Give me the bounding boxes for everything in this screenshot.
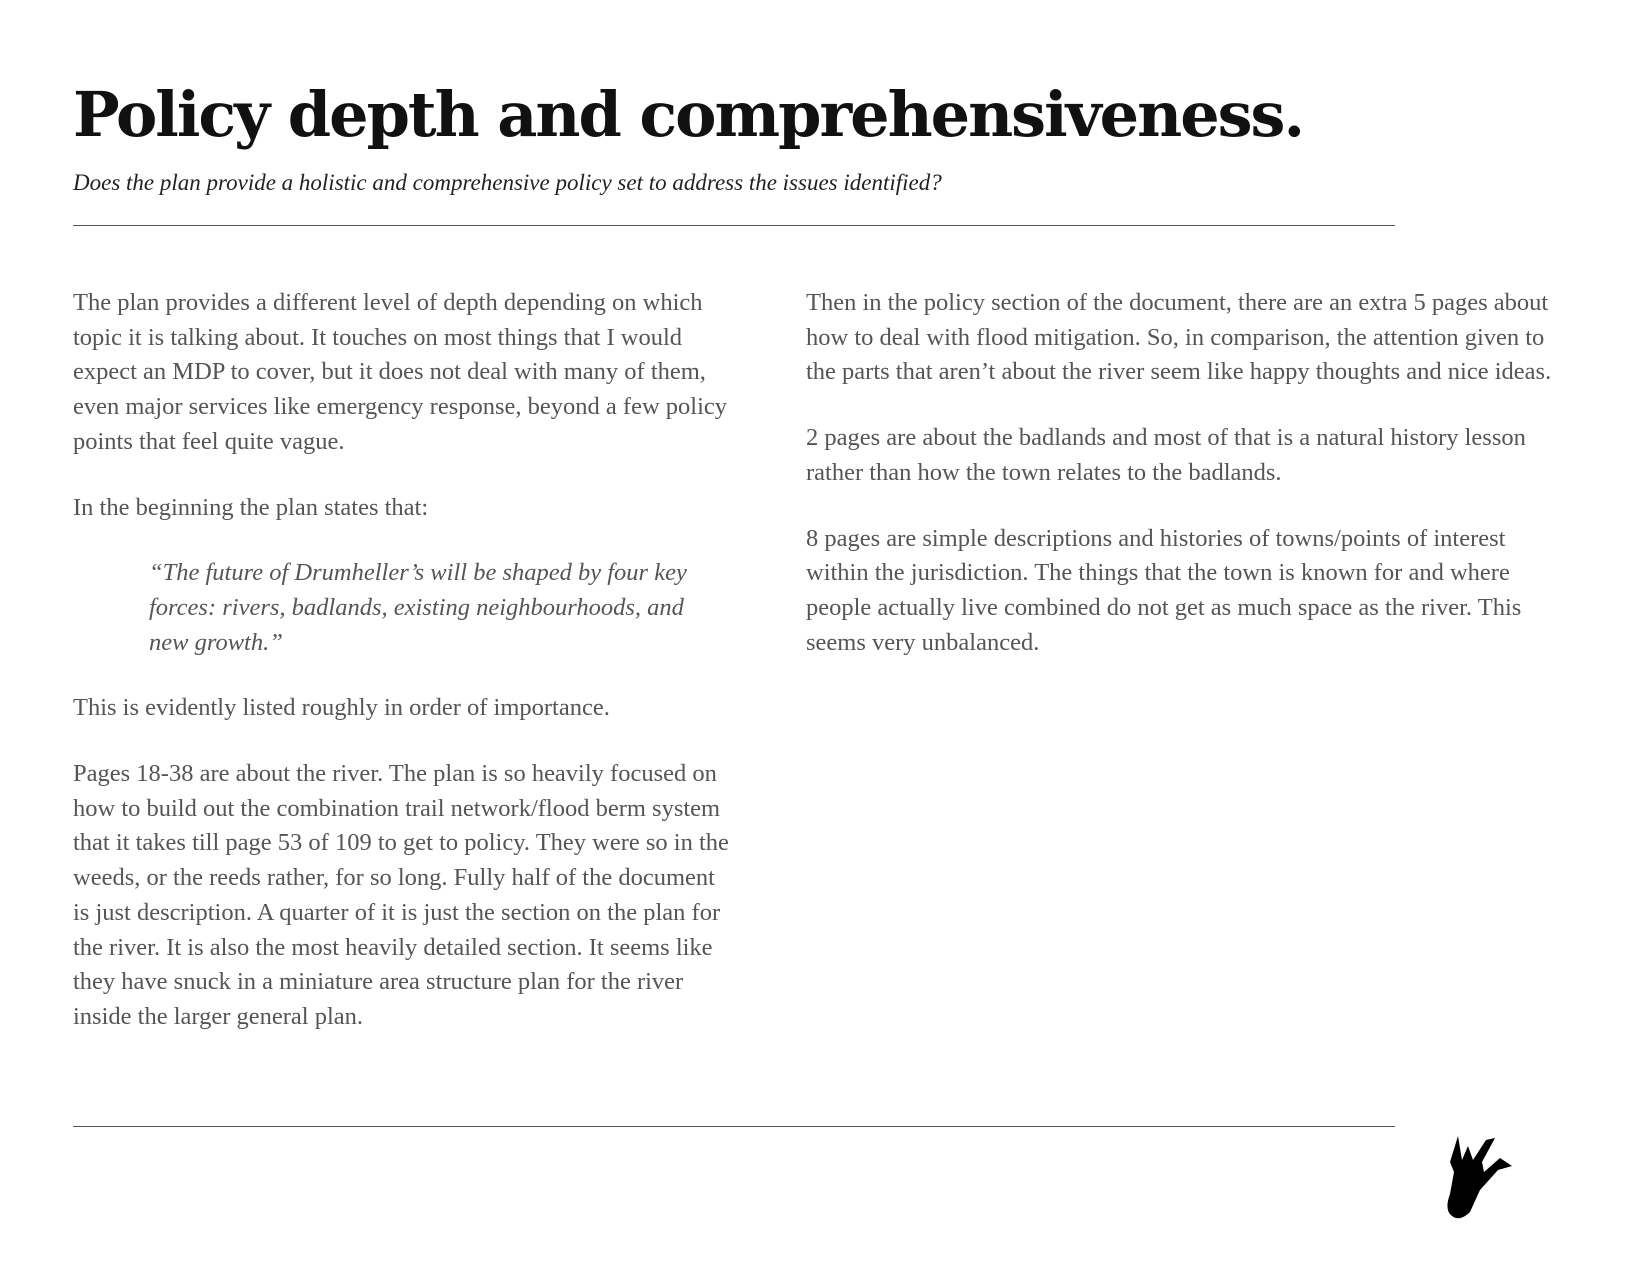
page-title: Policy depth and comprehensiveness. [73, 78, 1304, 151]
left-paragraph-3: This is evidently listed roughly in order of importance. [73, 694, 610, 722]
pull-quote: “The future of Drumheller’s will be shaped by four key forces: rivers, badlands, existing neighbourhoods, and new growth.” [149, 559, 687, 656]
page-subtitle: Does the plan provide a holistic and comprehensive policy set to address the issues identified? [73, 170, 942, 195]
right-column [806, 286, 1556, 691]
left-paragraph-1: The plan provides a different level of depth depending on which topic it is talking about. It touches on most things that I would expect an MDP to cover, but it does not deal with many of them, even major services like emergency response, beyond a few policy points that feel quite vague. [73, 289, 727, 455]
right-paragraph-3: 8 pages are simple descriptions and histories of towns/points of interest within the jurisdiction. The things that the town is known for and where people actually live combined do not get as much space as the river. This seems very unbalanced. [806, 524, 1522, 656]
top-divider [73, 225, 1395, 226]
left-paragraph-2: In the beginning the plan states that: [73, 493, 429, 521]
footprint-shape [1447, 1136, 1512, 1218]
right-paragraph-1: Then in the policy section of the document, there are an extra 5 pages about how to deal with flood mitigation. So, in comparison, the attention given to the parts that aren’t about the river seem like happy thoughts and nice ideas. [806, 289, 1552, 386]
left-column [73, 286, 733, 1066]
right-paragraph-2: 2 pages are about the badlands and most of that is a natural history lesson rather than how the town relates to the badlands. [806, 424, 1526, 486]
left-paragraph-4: Pages 18-38 are about the river. The plan is so heavily focused on how to build out the combination trail network/flood berm system that it takes till page 53 of 109 to get to policy. They were so in the weeds, or the reeds rather, for so long. Fully half of the document is just description. A quarter of it is just the section on the plan for the river. It is also the most heavily detailed section. It seems like they have snuck in a miniature area structure plan for the river inside the larger general plan. [73, 760, 729, 1030]
dinosaur-footprint-icon [1440, 1132, 1520, 1222]
bottom-divider [73, 1126, 1395, 1127]
